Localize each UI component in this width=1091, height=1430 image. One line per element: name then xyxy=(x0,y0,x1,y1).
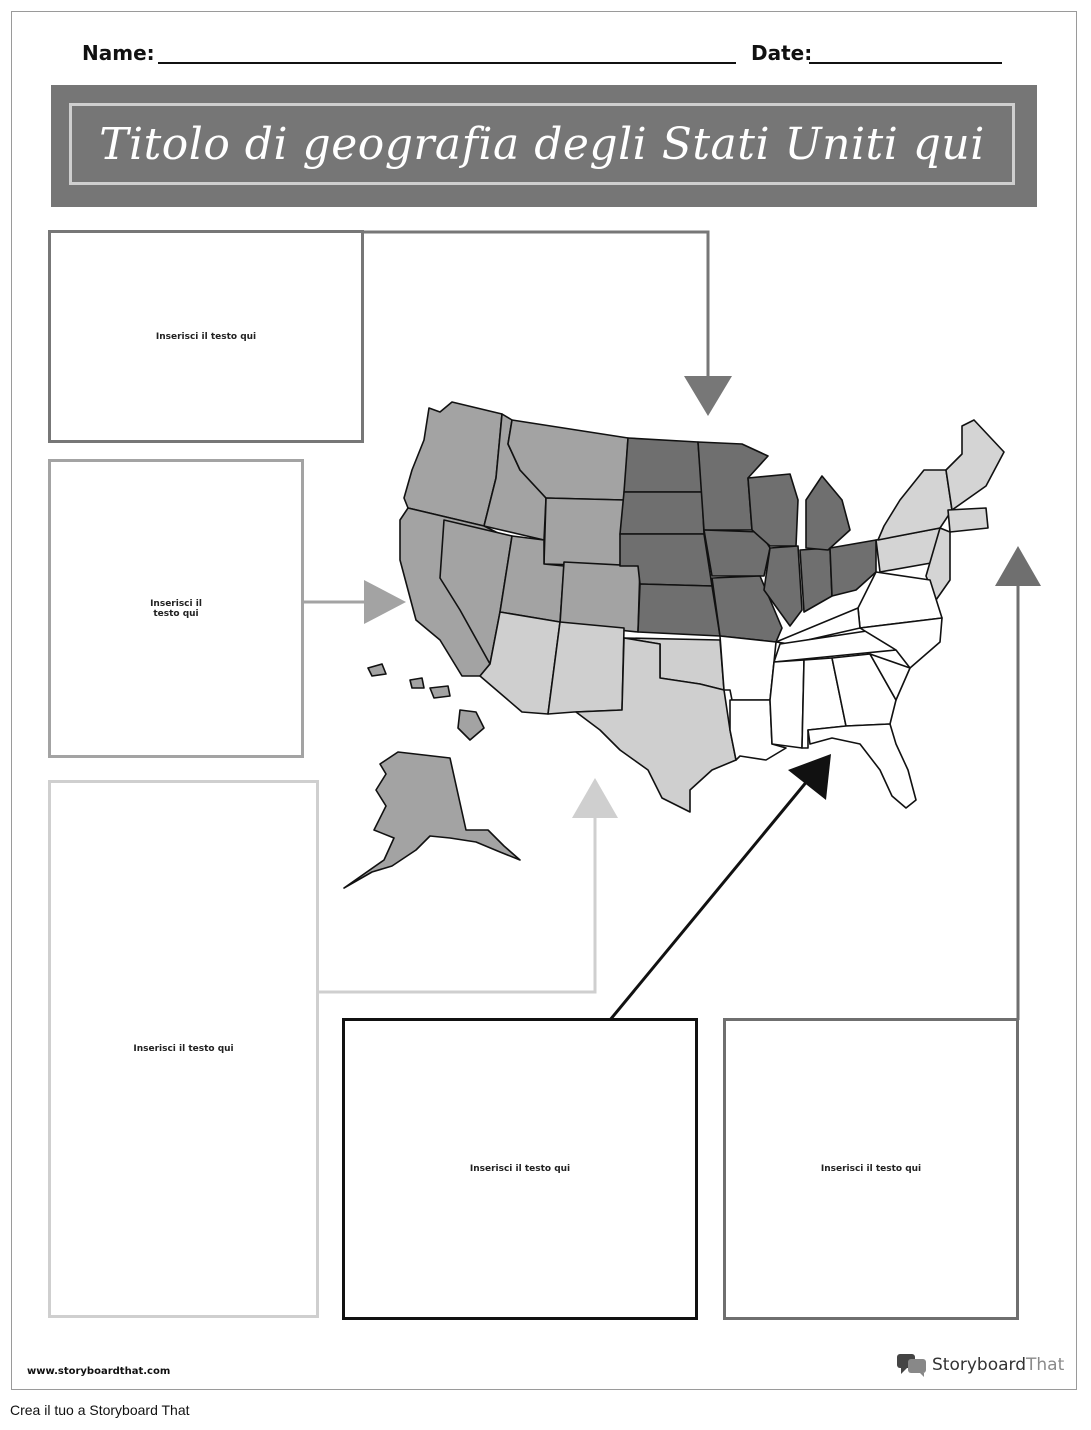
name-label: Name: xyxy=(82,41,155,65)
text-box-middle-left-label: Inserisci il testo qui xyxy=(150,598,202,619)
state-hawaii-big-island[interactable] xyxy=(458,710,484,740)
arrow-diagonal-icon xyxy=(788,754,831,800)
text-box-bottom-center[interactable] xyxy=(342,1018,698,1320)
state-wa-or[interactable] xyxy=(404,402,502,526)
state-michigan[interactable] xyxy=(806,476,850,550)
us-map xyxy=(344,402,1004,888)
state-southern-new-england[interactable] xyxy=(948,508,988,532)
text-box-bottom-left-label: Inserisci il testo qui xyxy=(133,1044,234,1054)
state-wyoming[interactable] xyxy=(544,498,624,566)
brand-name: StoryboardThat xyxy=(932,1355,1065,1375)
text-box-top-left-label: Inserisci il testo qui xyxy=(155,331,257,342)
state-new-mexico[interactable] xyxy=(548,622,624,714)
arrow-up-right-icon xyxy=(995,546,1041,586)
state-mississippi[interactable] xyxy=(770,660,804,748)
storyboardthat-logo[interactable] xyxy=(896,1352,1064,1378)
arrow-down-icon xyxy=(684,376,732,416)
arrow-right-icon xyxy=(364,580,406,624)
state-hawaii-maui[interactable] xyxy=(430,686,450,698)
connector-bottom-center xyxy=(610,780,808,1020)
state-colorado[interactable] xyxy=(560,562,640,632)
credit-link[interactable]: Crea il tuo a Storyboard That xyxy=(10,1402,190,1418)
text-box-top-left[interactable] xyxy=(48,230,364,443)
text-box-bottom-center-label: Inserisci il testo qui xyxy=(469,1164,571,1174)
footer-url[interactable]: www.storyboardthat.com xyxy=(27,1366,171,1377)
speech-bubble-icon xyxy=(896,1352,928,1378)
text-box-bottom-right-label: Inserisci il testo qui xyxy=(820,1164,922,1174)
arrow-up-icon xyxy=(572,778,618,818)
text-box-middle-left[interactable] xyxy=(48,459,304,758)
state-south-dakota[interactable] xyxy=(620,492,704,534)
state-alaska[interactable] xyxy=(344,752,520,888)
state-north-dakota[interactable] xyxy=(624,438,702,492)
state-kansas[interactable] xyxy=(638,584,720,636)
state-indiana[interactable] xyxy=(800,548,832,612)
state-arkansas[interactable] xyxy=(720,636,776,700)
worksheet-title[interactable]: Titolo di geografia degli Stati Uniti qui xyxy=(99,118,985,170)
state-hawaii-kauai[interactable] xyxy=(368,664,386,676)
date-label: Date: xyxy=(751,41,813,65)
text-box-bottom-left[interactable] xyxy=(48,780,319,1318)
text-box-bottom-right[interactable] xyxy=(723,1018,1019,1320)
state-hawaii-oahu[interactable] xyxy=(410,678,424,688)
connector-bottom-left xyxy=(319,814,595,992)
connector-top-left xyxy=(364,232,708,380)
state-new-england[interactable] xyxy=(946,420,1004,510)
